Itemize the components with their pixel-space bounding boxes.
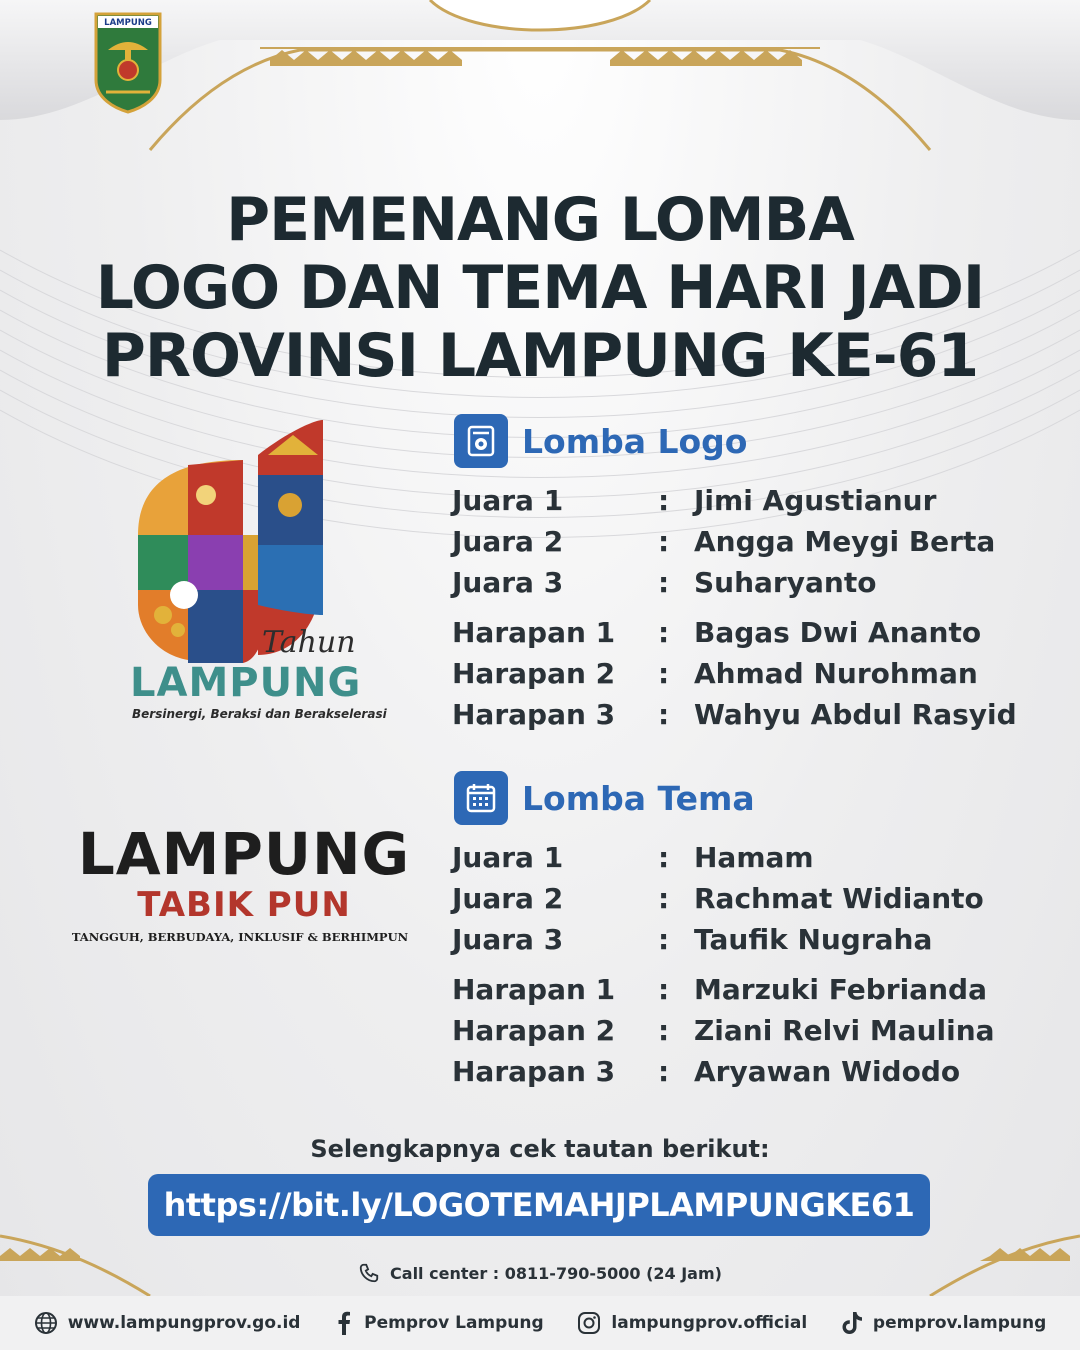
winner-name: Ahmad Nurohman <box>694 656 978 690</box>
winner-name: Aryawan Widodo <box>694 1054 961 1088</box>
tema-tabik-pun-text: TABIK PUN <box>137 885 351 925</box>
logo-tagline: Bersinergi, Beraksi dan Berakselerasi <box>132 707 387 721</box>
winner-row <box>452 696 1017 732</box>
separator: : <box>658 615 670 649</box>
bottom-ornament <box>0 1226 1080 1296</box>
separator: : <box>658 524 670 558</box>
winner-row <box>452 523 995 559</box>
website-text: www.lampungprov.go.id <box>67 1313 301 1333</box>
winner-row <box>452 1012 995 1048</box>
title-line: PEMENANG LOMBA <box>226 185 854 255</box>
title-line: LOGO DAN TEMA HARI JADI <box>95 253 985 323</box>
lampung-emblem-icon <box>92 10 164 114</box>
lomba-logo-header <box>454 413 747 469</box>
separator: : <box>658 483 670 517</box>
winner-row <box>452 921 932 957</box>
winner-name: Bagas Dwi Ananto <box>694 615 982 649</box>
winner-rank: Juara 2 <box>452 524 564 558</box>
tiktok-text: pemprov.lampung <box>872 1313 1047 1333</box>
winner-rank: Juara 3 <box>452 922 564 956</box>
badge-icon <box>454 414 508 468</box>
instagram-icon <box>577 1311 601 1335</box>
separator: : <box>658 656 670 690</box>
winner-name: Ziani Relvi Maulina <box>694 1013 995 1047</box>
winner-rank: Harapan 3 <box>452 697 616 731</box>
separator: : <box>658 922 670 956</box>
winner-rank: Harapan 2 <box>452 656 616 690</box>
winner-row <box>452 614 981 650</box>
winner-name: Suharyanto <box>694 565 877 599</box>
facebook-text: Pemprov Lampung <box>364 1313 544 1333</box>
lomba-tema-title: Lomba Tema <box>522 778 755 818</box>
instagram-text: lampungprov.official <box>611 1313 808 1333</box>
call-center <box>0 1262 1080 1284</box>
page-title <box>0 186 1080 390</box>
winner-row <box>452 839 814 875</box>
winner-row <box>452 1053 960 1089</box>
winner-name: Jimi Agustianur <box>694 483 937 517</box>
facebook-icon <box>334 1311 354 1335</box>
lomba-tema-header <box>454 770 755 826</box>
winner-rank: Juara 1 <box>452 840 564 874</box>
footer-website[interactable] <box>34 1311 301 1335</box>
separator: : <box>658 1013 670 1047</box>
footer-facebook[interactable] <box>334 1311 544 1335</box>
winner-row <box>452 482 936 518</box>
winner-row <box>452 880 984 916</box>
winner-rank: Harapan 2 <box>452 1013 616 1047</box>
footer-instagram[interactable] <box>577 1311 807 1335</box>
bitly-link-button[interactable]: https://bit.ly/LOGOTEMAHJPLAMPUNGKE61 <box>148 1174 930 1236</box>
winner-rank: Juara 1 <box>452 483 564 517</box>
separator: : <box>658 697 670 731</box>
footer-tiktok[interactable] <box>841 1311 1046 1335</box>
winner-name: Hamam <box>694 840 814 874</box>
call-center-text: Call center : 0811-790-5000 (24 Jam) <box>390 1263 722 1283</box>
lomba-logo-title: Lomba Logo <box>522 421 748 461</box>
winner-name: Marzuki Febrianda <box>694 972 987 1006</box>
winner-name: Taufik Nugraha <box>694 922 933 956</box>
footer <box>0 1296 1080 1350</box>
more-info-text: Selengkapnya cek tautan berikut: <box>310 1135 770 1163</box>
emblem-label: LAMPUNG <box>104 18 152 28</box>
winner-name: Wahyu Abdul Rasyid <box>694 697 1017 731</box>
logo-lampung-text: LAMPUNG <box>130 660 362 706</box>
logo-tahun-text: Tahun <box>262 625 356 660</box>
winner-row <box>452 971 987 1007</box>
winner-rank: Juara 2 <box>452 881 564 915</box>
separator: : <box>658 972 670 1006</box>
globe-icon <box>34 1311 58 1335</box>
winner-rank: Harapan 1 <box>452 615 616 649</box>
tiktok-icon <box>841 1311 863 1335</box>
separator: : <box>658 565 670 599</box>
winner-row <box>452 564 876 600</box>
winner-rank: Juara 3 <box>452 565 564 599</box>
winner-rank: Harapan 3 <box>452 1054 616 1088</box>
title-line: PROVINSI LAMPUNG KE-61 <box>101 321 979 391</box>
calendar-icon <box>454 771 508 825</box>
winner-name: Rachmat Widianto <box>694 881 984 915</box>
separator: : <box>658 840 670 874</box>
tema-tagline: TANGGUH, BERBUDAYA, INKLUSIF & BERHIMPUN <box>71 930 409 944</box>
separator: : <box>658 1054 670 1088</box>
tema-lampung-text: LAMPUNG <box>77 820 411 888</box>
winner-name: Angga Meygi Berta <box>694 524 996 558</box>
separator: : <box>658 881 670 915</box>
winner-row <box>452 655 978 691</box>
winner-rank: Harapan 1 <box>452 972 616 1006</box>
phone-icon <box>358 1262 380 1284</box>
